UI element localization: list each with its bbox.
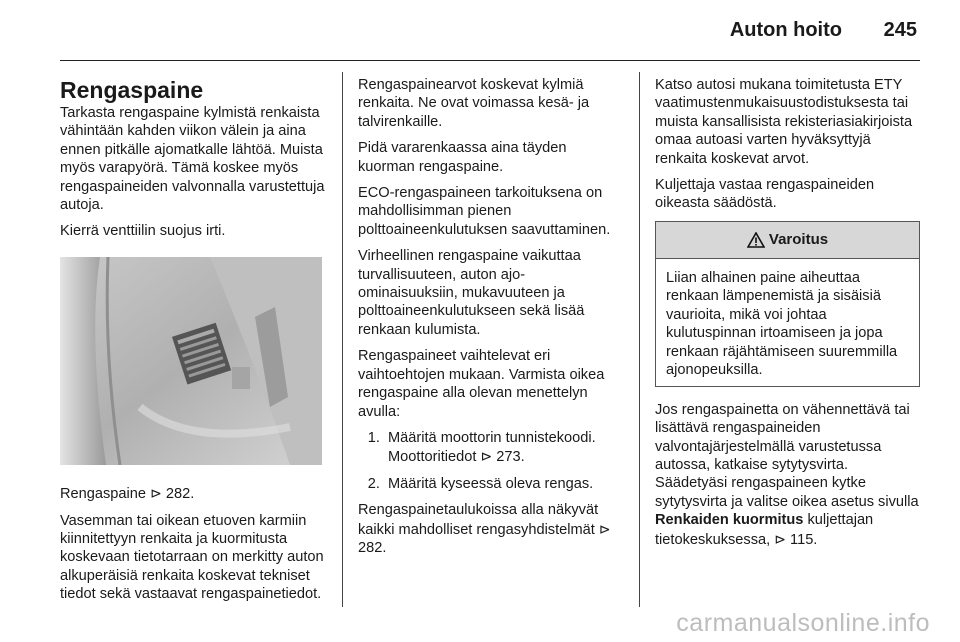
warning-header [656,222,919,259]
arrow-ref-icon: ⊳ [150,485,162,502]
steps-list [358,429,623,493]
warning-triangle-icon [747,232,765,248]
table-page-ref[interactable]: 282. [358,539,387,556]
column-2 [358,76,623,565]
warning-title: Varoitus [768,230,829,248]
section-heading: Rengaspaine [60,77,204,103]
list-item: 2. Määritä kyseessä oleva rengas. [384,475,623,493]
warning-box [655,221,920,387]
step-page-ref[interactable]: 273. [496,449,525,466]
arrow-ref-icon: ⊳ [598,520,611,537]
paragraph: Katso autosi mukana toimitetusta ETY vaatimustenmukaisuustodistuksesta tai muista kansallisista rekisteriasiakirjoista omaa autoasi varten hyväksyttyjä renkaita koskevat arvot. [655,77,913,167]
column-1 [60,76,325,612]
paragraph: Rengaspaineet vaihtelevat eri vaihtoehtojen mukaan. Varmista oikea rengaspaine alla olevan menettelyn avulla: [358,348,605,420]
paragraph: Tarkasta rengaspaine kylmistä renkaista vähintään kahden viikon välein ja aina ennen pitkälle ajomatkalle lähtöä. Muista myös varapyörä. Tämä koskee myös rengaspaineiden valvonnalla varustettuja autoja. [60,105,325,214]
paragraph: Rengaspainetaulukoissa alla näkyvät kaikki mahdolliset rengasyhdistelmät ⊳ 282. [358,502,611,556]
arrow-ref-icon: ⊳ [774,530,786,547]
page-header [0,0,960,60]
paragraph: Kierrä venttiilin suojus irti. [60,223,226,240]
paragraph: Vasemman tai oikean etuoven karmiin kiinnitettyyn renkaita ja kuormitusta koskevaan tietotarraan on merkitty auton alkuperäisiä renkaita koskevat tekniset tiedot sekä vastaavat rengaspainetiedot. [60,512,324,603]
arrow-ref-icon: ⊳ [480,448,493,465]
paragraph: Virheellinen rengaspaine vaikuttaa turvallisuuteen, auton ajo-ominaisuuksiin, mukavuuteen ja polttoaineenkulutukseen sekä lisää renkaan kulumista. [358,248,585,338]
photo-caption: Rengaspaine ⊳ 282. [60,485,195,503]
paragraph: Pidä vararenkaassa aina täyden kuorman rengaspaine. [358,140,567,175]
list-item: 1. Määritä moottorin tunnistekoodi. Moottoritiedot ⊳ 273. [384,429,623,467]
header-rule [60,60,920,61]
paragraph: Rengaspainearvot koskevat kylmiä renkaita. Ne ovat voimassa kesä- ja talvirenkaille. [358,77,590,130]
column-divider-1 [342,72,343,607]
watermark: carmanualsonline.info [676,609,930,637]
info-page-ref[interactable]: 115. [790,531,818,548]
paragraph: ECO-rengaspaineen tarkoituksena on mahdollisimman pienen polttoaineenkulutuksen saavuttaminen. [358,185,611,238]
warning-text: Liian alhainen paine aiheuttaa renkaan lämpenemistä ja sisäisiä vaurioita, mikä voi johtaa kulutuspinnan irtoamiseen ja jopa renkaan räjähtämiseen suuremmilla ajonopeuksilla. [666,269,898,379]
paragraph: Kuljettaja vastaa rengaspaineiden oikeasta säädöstä. [655,177,875,212]
page-number: 245 [883,19,917,41]
menu-name: Renkaiden kuormitus [655,512,804,529]
column-divider-2 [639,72,640,607]
column-3 [655,76,920,557]
paragraph: Jos rengaspainetta on vähennettävä tai lisättävä rengaspaineiden valvontajärjestelmällä varustetussa autossa, katkaise sytytysvirta. Säädetyäsi rengaspaineen kytke sytytysvirta ja valitse oikea asetus sivulla Renkaiden kuormitus kuljettajan tietokeskuksessa, ⊳ 115. [655,401,919,548]
tyre-label-photo [60,257,322,465]
section-title: Auton hoito [729,19,842,41]
caption-page-ref[interactable]: 282. [165,486,195,503]
